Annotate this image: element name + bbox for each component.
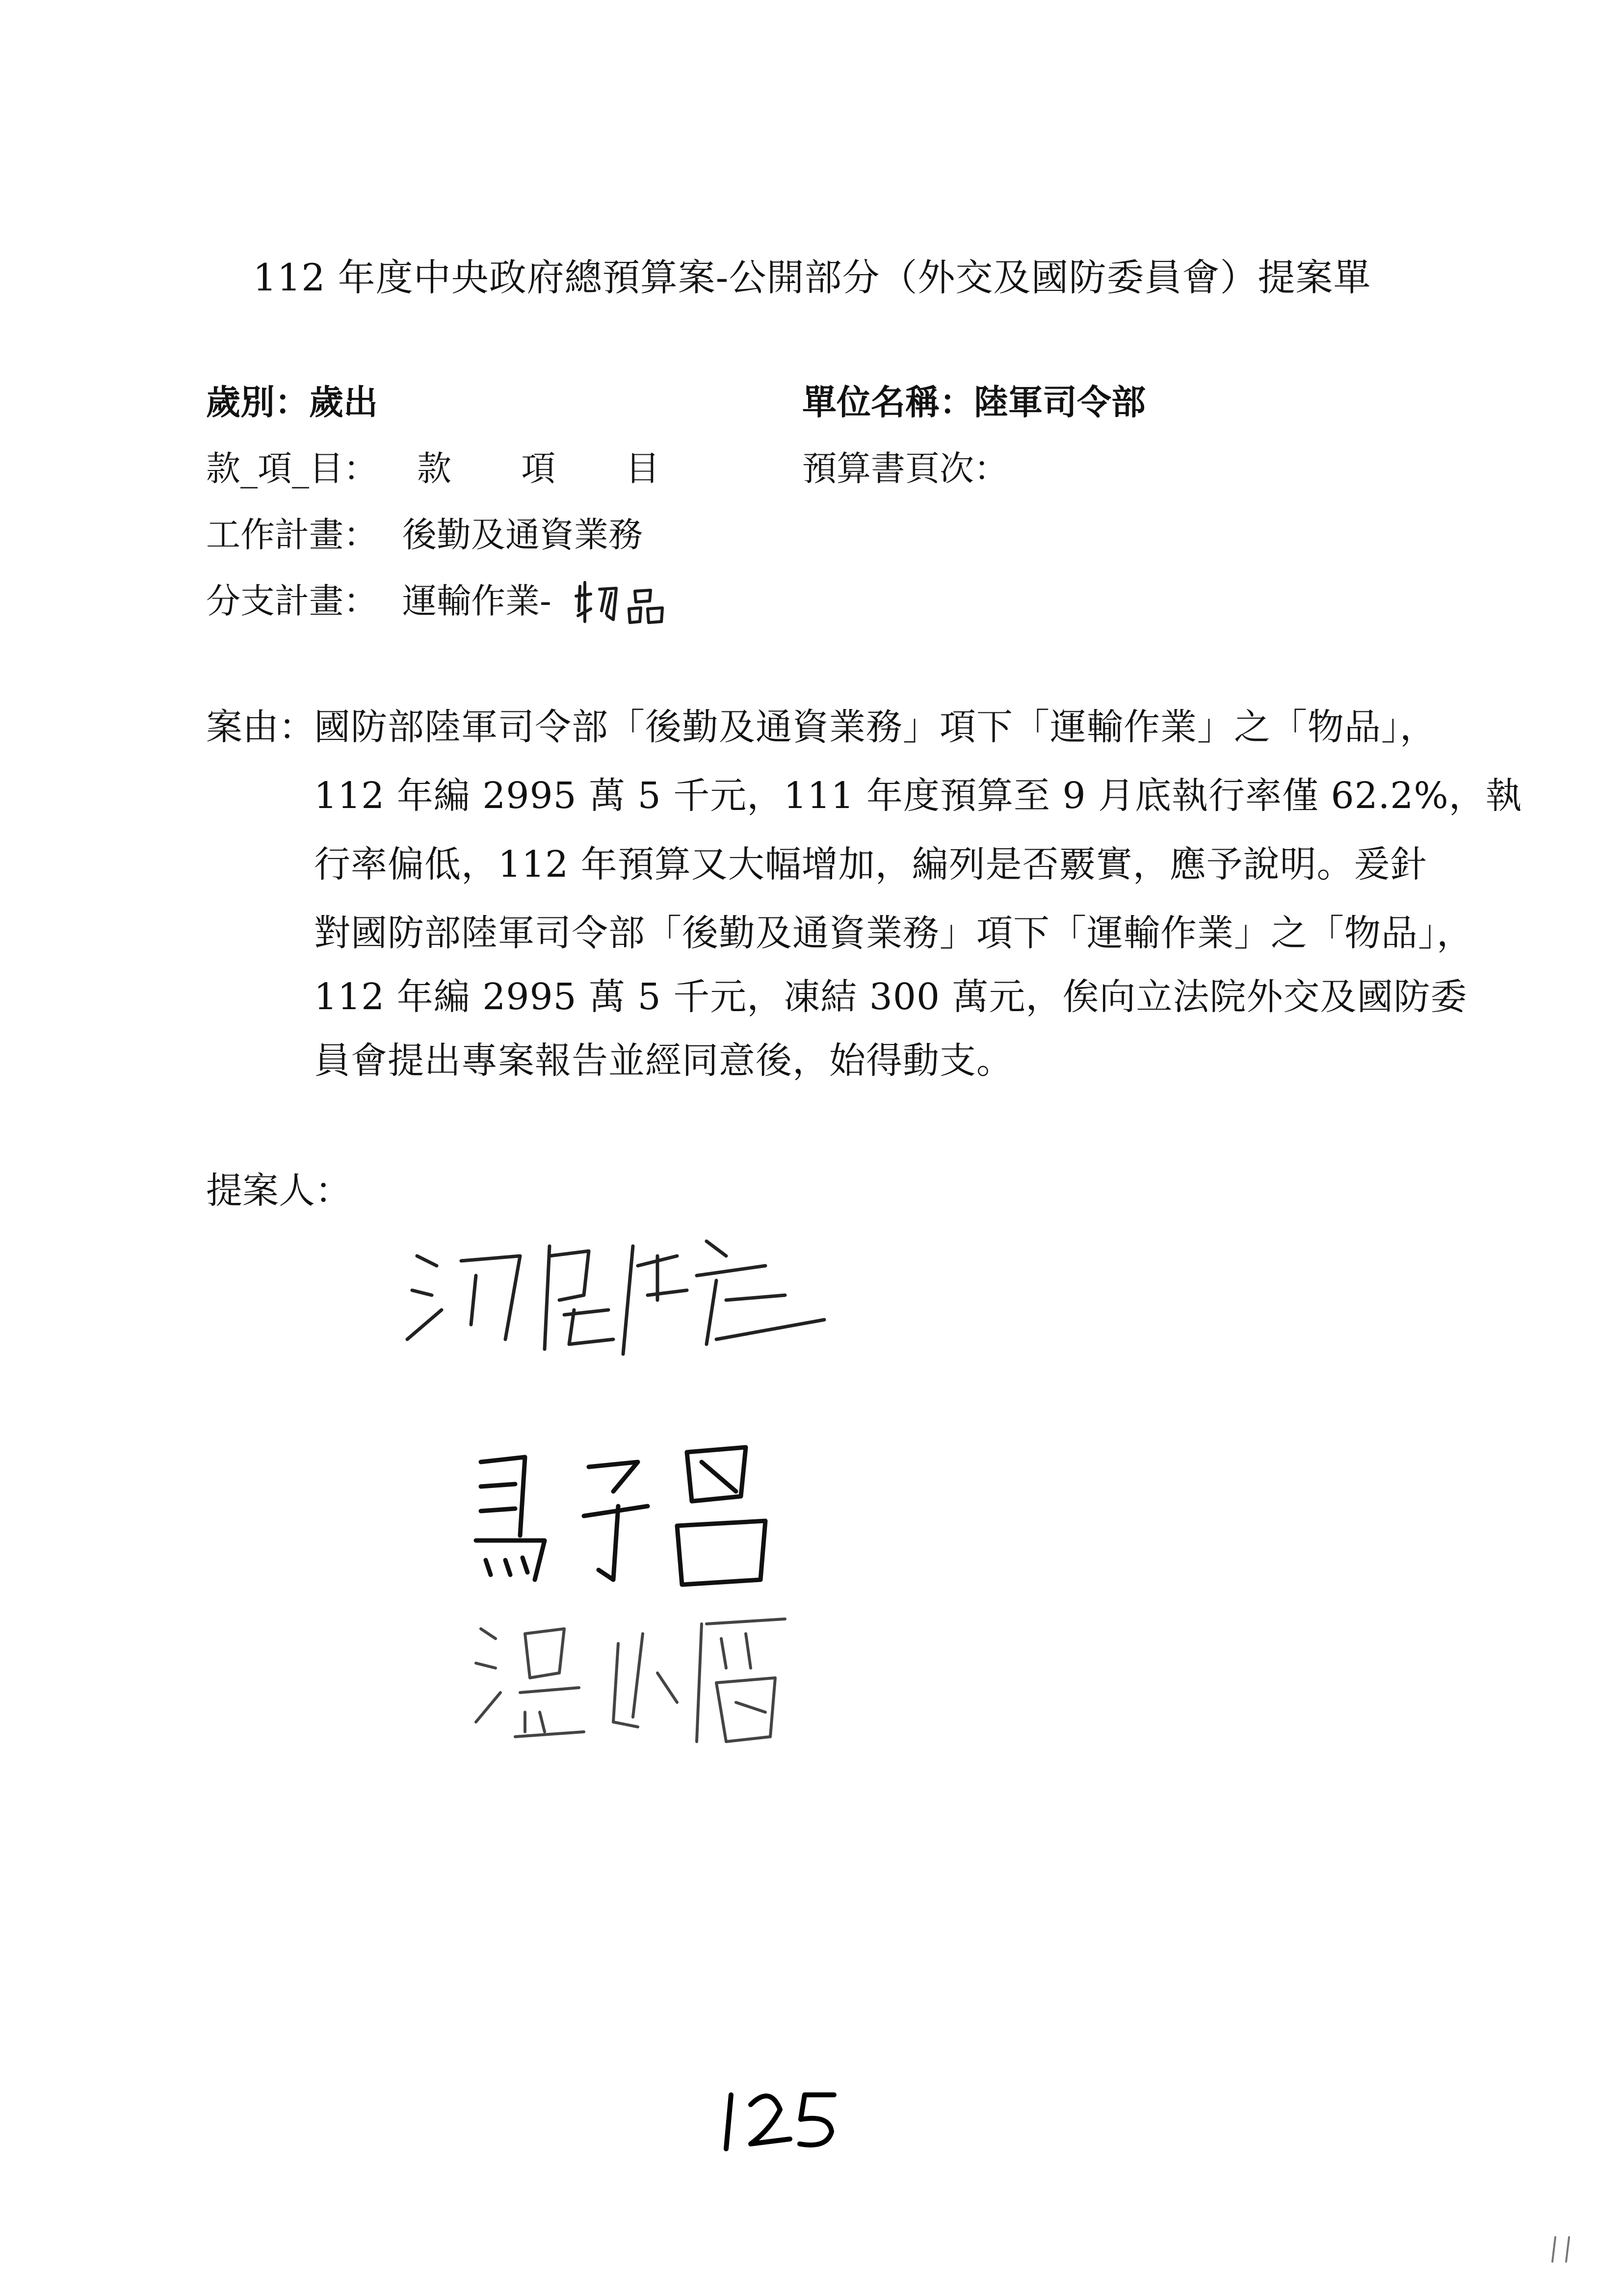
case-line: 員會提出專案報告並經同意後，始得動支。 xyxy=(314,1040,1013,1082)
category-value: 歲出 xyxy=(309,382,378,422)
item-label: 款_項_目： xyxy=(206,448,378,489)
budget-page-label: 預算書頁次： xyxy=(802,448,1008,489)
field-item xyxy=(206,448,680,489)
category-label: 歲別： xyxy=(206,382,309,422)
field-budget-page xyxy=(802,448,1008,489)
case-line: 對國防部陸軍司令部「後勤及通資業務」項下「運輸作業」之「物品」， xyxy=(314,912,1473,954)
proposer-label: 提案人： xyxy=(206,1170,351,1212)
signature-1 xyxy=(402,1226,864,1364)
signature-2 xyxy=(471,1433,795,1594)
case-line: 行率偏低，112 年預算又大幅增加，編列是否覈實，應予說明。爰針 xyxy=(314,843,1427,886)
branch-plan-value: 運輸作業- xyxy=(402,581,551,621)
case-label: 案由： xyxy=(206,706,315,748)
field-category xyxy=(206,382,378,422)
work-plan-value: 後勤及通資業務 xyxy=(402,515,643,555)
branch-plan-label: 分支計畫： xyxy=(206,581,378,621)
page-number xyxy=(716,2075,854,2173)
unit-label: 單位名稱： xyxy=(802,382,974,422)
document-title: 112 年度中央政府總預算案-公開部分（外交及國防委員會）提案單 xyxy=(253,256,1371,299)
corner-mark xyxy=(1545,2232,1580,2267)
field-branch-plan xyxy=(206,581,551,621)
page-number-handwriting xyxy=(716,2075,854,2173)
field-work-plan xyxy=(206,515,643,555)
signature-3 xyxy=(471,1604,824,1751)
field-unit xyxy=(802,382,1146,422)
handwritten-branch-addition xyxy=(574,576,682,630)
corner-mark-handwriting xyxy=(1545,2232,1580,2267)
case-line: 112 年編 2995 萬 5 千元，111 年度預算至 9 月底執行率僅 62.2%，執 xyxy=(314,775,1522,817)
case-line: 國防部陸軍司令部「後勤及通資業務」項下「運輸作業」之「物品」， xyxy=(314,706,1437,748)
unit-value: 陸軍司令部 xyxy=(974,382,1146,422)
work-plan-label: 工作計畫： xyxy=(206,515,378,555)
case-line: 112 年編 2995 萬 5 千元，凍結 300 萬元，俟向立法院外交及國防委 xyxy=(314,976,1467,1018)
item-value: 款 項 目 xyxy=(417,448,680,489)
